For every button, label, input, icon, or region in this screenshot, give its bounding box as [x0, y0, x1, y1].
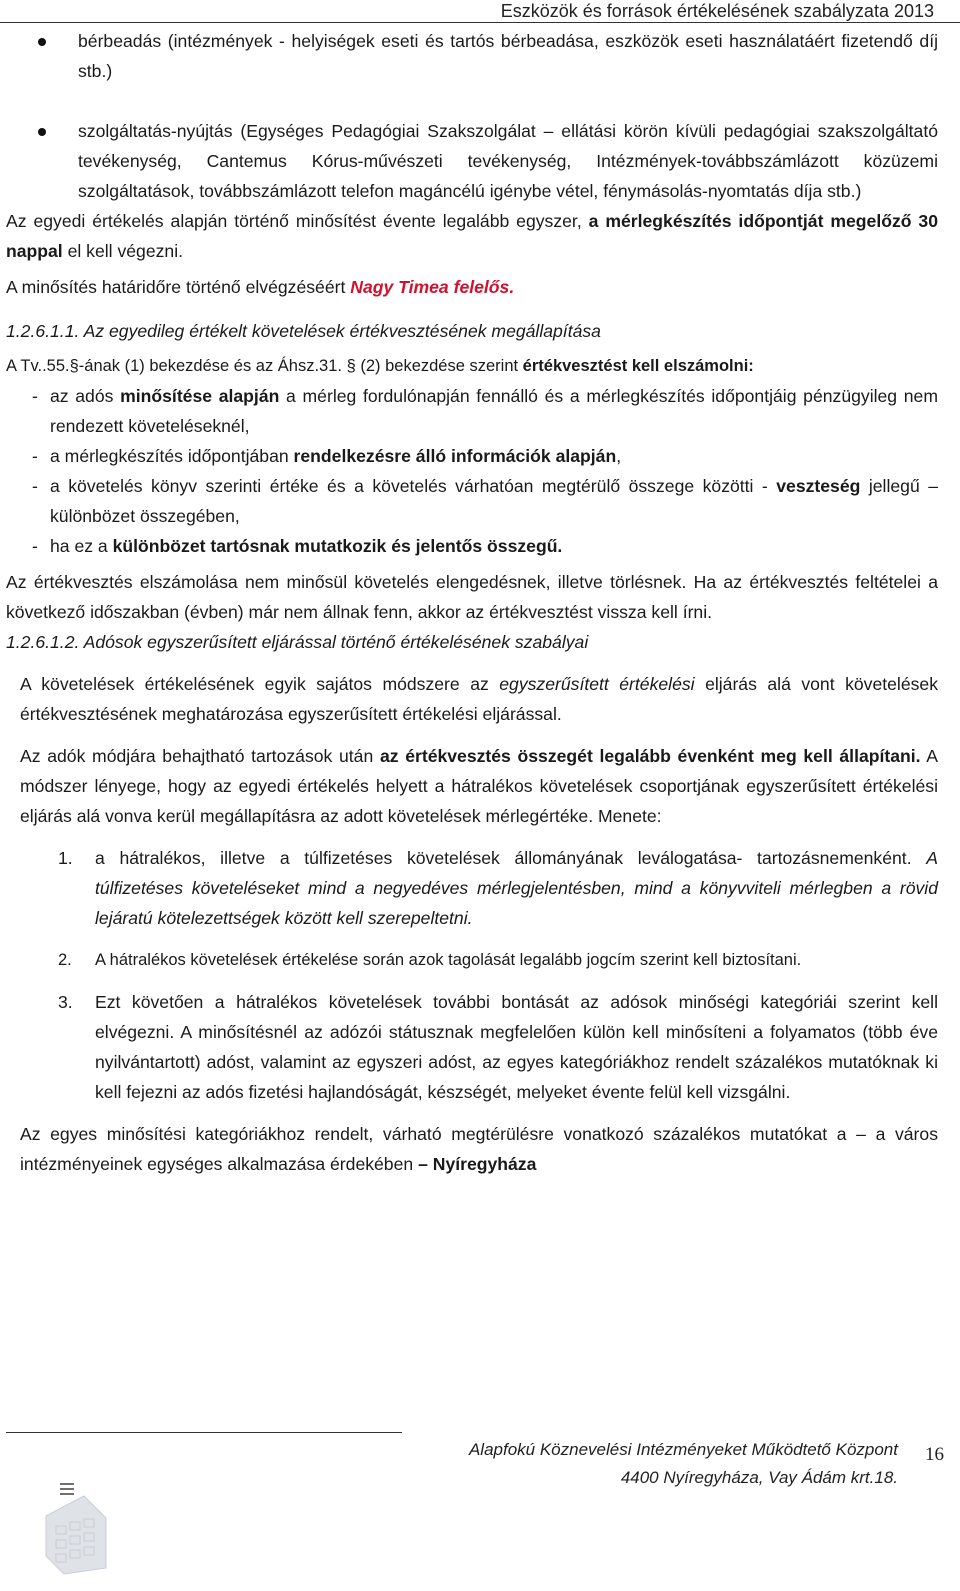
header-rule	[0, 22, 960, 23]
numbered-item-2: 2. A hátralékos követelések értékelése során azok tagolását legalább jogcím szerint kell biztosítani.	[58, 951, 802, 969]
paragraph-categories: Az egyes minősítési kategóriákhoz rendelt, várható megtérülésre vonatkozó százalékos mutatókat a – a város intézményeinek egységes alkalmazása érdekében – Nyíregyháza	[20, 1124, 938, 1174]
bullet-icon	[38, 128, 46, 136]
responsible-name: Nagy Timea felelős.	[350, 277, 515, 297]
section-heading-2: 1.2.6.1.2. Adósok egyszerűsített eljárással történő értékelésének szabályai	[6, 632, 589, 652]
numbered-item-3: 3. Ezt követően a hátralékos követelések további bontását az adósok minőségi kategóriái szerint kell elvégezni. A minősítésnél az adózói státusznak megfelelően külön kell minősíteni a folyamatos (több éve nyilvántartott) adóst, valamint az egyszeri adóst, az egyes kategóriákhoz rendelt százalékos mutatóknak ki kell fejezni az adós fizetési hajlandóságát, készségét, melyeket évente felül kell vizsgálni.	[58, 992, 938, 1102]
footer-address: 4400 Nyíregyháza, Vay Ádám krt.18.	[620, 1468, 898, 1487]
header-title: Eszközök és források értékelésének szabályzata 2013	[500, 1, 934, 21]
page-footer	[0, 1432, 960, 1591]
paragraph-simplified-method: A követelések értékelésének egyik sajátos módszere az egyszerűsített értékelési eljárás alá vont követelések értékvesztésének meghatározása egyszerűsített értékelési eljárással.	[20, 674, 938, 724]
bullet-icon	[38, 38, 46, 46]
bullet-item-services: szolgáltatás-nyújtás (Egységes Pedagógiai Szakszolgálat – ellátási körön kívüli pedagógiai szakszolgáltató tevékenység, Cantemus Kórus-művészeti tevékenység, Intézmények-továbbszámlázott közüzemi szolgáltatások, továbbszámlázott telefon magáncélú igénybe vétel, fénymásolás-nyomtatás díja stb.)	[0, 116, 960, 206]
page-header	[0, 0, 960, 22]
document-body	[0, 26, 960, 1179]
law-reference: A Tv..55.§-ának (1) bekezdése és az Áhsz.31. § (2) bekezdése szerint értékvesztést kell elszámolni:	[6, 357, 754, 375]
footer-organization: Alapfokú Köznevelési Intézményeket Működtető Központ	[468, 1440, 898, 1459]
footer-rule	[6, 1432, 402, 1433]
paragraph-writeoff-closing: Az értékvesztés elszámolása nem minősül követelés elengedésnek, illetve törlésnek. Ha az értékvesztés feltételei a következő időszakban (évben) már nem állnak fenn, akkor az értékvesztést vissza kell írni.	[6, 572, 938, 622]
calculator-logo-icon	[40, 1456, 112, 1576]
bullet-item-rental: bérbeadás (intézmények - helyiségek eseti és tartós bérbeadása, eszközök eseti használatáért fizetendő díj stb.)	[0, 26, 960, 86]
numbered-item-1: 1. a hátralékos, illetve a túlfizetéses követelések állományának leválogatása- tartozásnemenként. A túlfizetéses követeléseket mind a negyedéves mérlegjelentésben, mind a könyvviteli mérlegben a rövid lejáratú kötelezettségek között kell szerepeltetni.	[58, 848, 938, 928]
dash-item: - a mérlegkészítés időpontjában rendelkezésre álló információk alapján,	[32, 446, 622, 466]
page-number: 16	[925, 1444, 944, 1465]
dash-item: - ha ez a különbözet tartósnak mutatkozik és jelentős összegű.	[32, 536, 563, 556]
paragraph-tax-debts: Az adók módjára behajtható tartozások után az értékvesztés összegét legalább évenként meg kell állapítani. A módszer lényege, hogy az egyedi értékelés helyett a hátralékos követelések csoportjának egyszerűsített értékelési eljárás alá vonva kerül megállapításra az adott követelések mérlegértéke. Menete:	[20, 746, 938, 826]
paragraph-individual-assessment: Az egyedi értékelés alapján történő minősítést évente legalább egyszer, a mérlegkészítés időpontját megelőző 30 nappal el kell végezni.	[6, 211, 938, 261]
section-heading-1: 1.2.6.1.1. Az egyedileg értékelt követelések értékvesztésének megállapítása	[6, 321, 601, 341]
dash-item: - az adós minősítése alapján a mérleg fordulónapján fennálló és a mérlegkészítés időpontjáig pénzügyileg nem rendezett követeléseknél,	[32, 386, 938, 436]
responsible-person: A minősítés határidőre történő elvégzéséért Nagy Timea felelős.	[6, 277, 515, 297]
dash-item: - a követelés könyv szerinti értéke és a követelés várhatóan megtérülő összege közötti - veszteség jellegű – különbözet összegében,	[32, 476, 938, 526]
